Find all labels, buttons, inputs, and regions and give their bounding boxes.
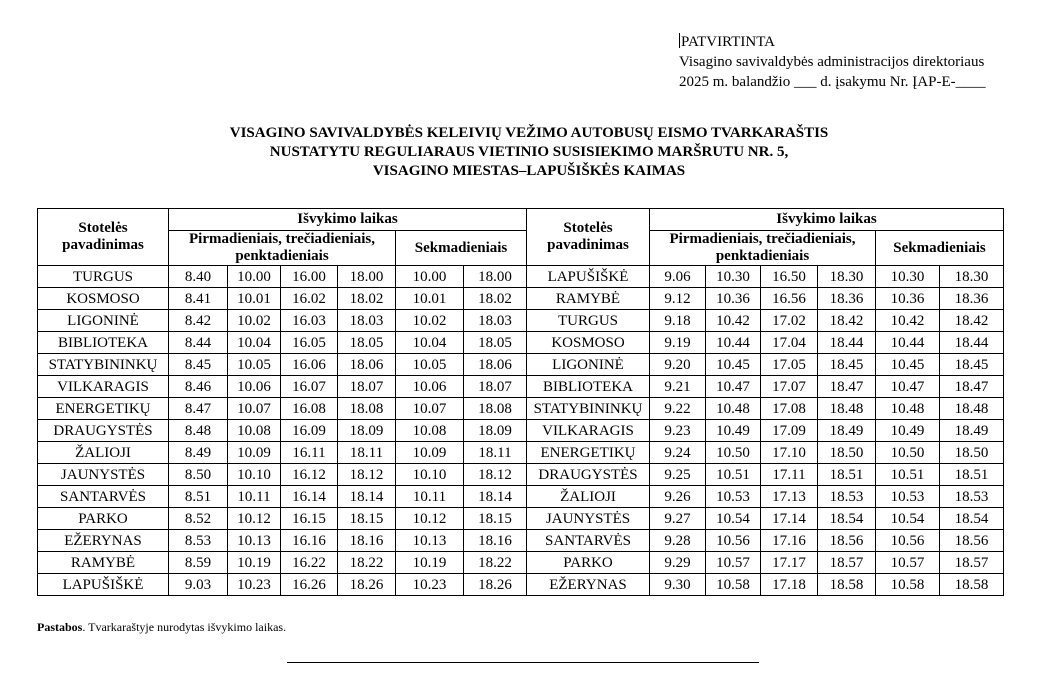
departure-time-cell-left: 10.06	[228, 376, 281, 398]
stop-name-cell-right: KOSMOSO	[527, 332, 650, 354]
departure-time-cell-right: 18.42	[818, 310, 876, 332]
departure-time-cell-left: 10.07	[228, 398, 281, 420]
schedule-table	[37, 208, 1004, 596]
footer-divider	[287, 662, 759, 663]
stop-name-cell-left: STATYBININKŲ	[38, 354, 169, 376]
departure-time-cell-right: 18.47	[940, 376, 1004, 398]
departure-time-cell-left: 16.15	[281, 508, 338, 530]
departure-time-cell-right: 18.44	[818, 332, 876, 354]
departure-time-cell-right: 16.50	[761, 266, 818, 288]
departure-time-cell-left: 18.15	[464, 508, 527, 530]
departure-time-cell-left: 18.12	[338, 464, 396, 486]
departure-time-cell-right: 18.36	[940, 288, 1004, 310]
stop-name-cell-right: LAPUŠIŠKĖ	[527, 266, 650, 288]
departure-time-cell-left: 18.14	[338, 486, 396, 508]
departure-time-cell-right: 18.47	[818, 376, 876, 398]
departure-time-cell-right: 18.56	[818, 530, 876, 552]
approval-line-2: Visagino savivaldybės administracijos direktoriaus	[679, 54, 985, 70]
stop-name-header-right: Stotelės pavadinimas	[527, 209, 650, 266]
departure-time-cell-right: 10.44	[706, 332, 761, 354]
departure-time-cell-right: 17.16	[761, 530, 818, 552]
departure-time-cell-left: 18.00	[464, 266, 527, 288]
departure-time-cell-right: 10.53	[706, 486, 761, 508]
departure-time-cell-left: 18.00	[338, 266, 396, 288]
departure-time-cell-right: 17.10	[761, 442, 818, 464]
departure-header-left: Išvykimo laikas	[169, 209, 527, 231]
departure-time-cell-left: 8.45	[169, 354, 228, 376]
table-row	[38, 332, 1004, 354]
departure-time-cell-left: 10.06	[396, 376, 464, 398]
departure-time-cell-left: 10.10	[396, 464, 464, 486]
stop-name-cell-right: SANTARVĖS	[527, 530, 650, 552]
title-line-1: VISAGINO SAVIVALDYBĖS KELEIVIŲ VEŽIMO AUTOBUSŲ EISMO TVARKARAŠTIS	[229, 125, 829, 141]
title-line-3: VISAGINO MIESTAS–LAPUŠIŠKĖS KAIMAS	[372, 163, 686, 179]
stop-name-cell-left: LAPUŠIŠKĖ	[38, 574, 169, 596]
stop-name-cell-left: KOSMOSO	[38, 288, 169, 310]
departure-time-cell-left: 18.11	[464, 442, 527, 464]
departure-time-cell-right: 18.45	[818, 354, 876, 376]
stop-name-cell-right: JAUNYSTĖS	[527, 508, 650, 530]
departure-time-cell-left: 10.08	[228, 420, 281, 442]
departure-time-cell-right: 10.47	[876, 376, 940, 398]
stop-name-cell-right: PARKO	[527, 552, 650, 574]
departure-time-cell-left: 18.03	[464, 310, 527, 332]
departure-time-cell-right: 17.04	[761, 332, 818, 354]
departure-time-cell-right: 9.23	[650, 420, 706, 442]
departure-time-cell-right: 18.30	[818, 266, 876, 288]
departure-time-cell-right: 17.14	[761, 508, 818, 530]
stop-name-cell-left: LIGONINĖ	[38, 310, 169, 332]
departure-time-cell-left: 8.49	[169, 442, 228, 464]
departure-time-cell-right: 18.48	[818, 398, 876, 420]
departure-time-cell-right: 10.50	[876, 442, 940, 464]
departure-time-cell-right: 10.45	[876, 354, 940, 376]
departure-time-cell-right: 9.30	[650, 574, 706, 596]
stop-name-cell-left: PARKO	[38, 508, 169, 530]
departure-time-cell-left: 10.05	[228, 354, 281, 376]
sundays-header-right: Sekmadieniais	[876, 231, 1004, 266]
departure-time-cell-left: 10.00	[396, 266, 464, 288]
table-row	[38, 376, 1004, 398]
departure-time-cell-left: 18.07	[338, 376, 396, 398]
table-row	[38, 354, 1004, 376]
departure-time-cell-right: 9.21	[650, 376, 706, 398]
departure-time-cell-right: 10.30	[876, 266, 940, 288]
stop-name-cell-left: JAUNYSTĖS	[38, 464, 169, 486]
departure-time-cell-left: 18.26	[464, 574, 527, 596]
departure-time-cell-left: 16.11	[281, 442, 338, 464]
departure-time-cell-right: 18.58	[818, 574, 876, 596]
departure-time-cell-left: 16.00	[281, 266, 338, 288]
departure-time-cell-left: 18.16	[464, 530, 527, 552]
departure-time-cell-left: 16.14	[281, 486, 338, 508]
departure-time-cell-right: 18.51	[940, 464, 1004, 486]
table-row	[38, 508, 1004, 530]
departure-time-cell-left: 10.10	[228, 464, 281, 486]
departure-time-cell-left: 18.09	[464, 420, 527, 442]
departure-time-cell-right: 18.30	[940, 266, 1004, 288]
departure-time-cell-right: 10.45	[706, 354, 761, 376]
departure-time-cell-right: 18.54	[818, 508, 876, 530]
approval-block	[679, 32, 986, 92]
departure-time-cell-right: 9.12	[650, 288, 706, 310]
departure-time-cell-right: 18.50	[818, 442, 876, 464]
departure-time-cell-left: 10.02	[228, 310, 281, 332]
note	[37, 620, 286, 634]
departure-time-cell-right: 10.42	[706, 310, 761, 332]
departure-time-cell-left: 8.50	[169, 464, 228, 486]
stop-name-cell-right: STATYBININKŲ	[527, 398, 650, 420]
stop-name-header-left: Stotelės pavadinimas	[38, 209, 169, 266]
departure-time-cell-right: 10.48	[706, 398, 761, 420]
departure-time-cell-left: 16.06	[281, 354, 338, 376]
departure-time-cell-left: 8.44	[169, 332, 228, 354]
stop-name-cell-right: TURGUS	[527, 310, 650, 332]
departure-time-cell-left: 18.22	[464, 552, 527, 574]
departure-time-cell-left: 10.11	[228, 486, 281, 508]
stop-name-cell-left: EŽERYNAS	[38, 530, 169, 552]
departure-time-cell-left: 18.03	[338, 310, 396, 332]
title-line-2: NUSTATYTU REGULIARAUS VIETINIO SUSISIEKIMO MARŠRUTU NR. 5,	[269, 144, 789, 160]
departure-time-cell-right: 17.07	[761, 376, 818, 398]
departure-time-cell-right: 18.49	[940, 420, 1004, 442]
departure-time-cell-right: 9.29	[650, 552, 706, 574]
departure-time-cell-left: 10.12	[396, 508, 464, 530]
departure-time-cell-right: 9.25	[650, 464, 706, 486]
stop-name-cell-right: RAMYBĖ	[527, 288, 650, 310]
departure-time-cell-left: 16.03	[281, 310, 338, 332]
departure-time-cell-right: 18.56	[940, 530, 1004, 552]
table-row	[38, 398, 1004, 420]
departure-time-cell-right: 9.18	[650, 310, 706, 332]
stop-name-cell-left: VILKARAGIS	[38, 376, 169, 398]
departure-time-cell-left: 18.22	[338, 552, 396, 574]
departure-time-cell-left: 10.23	[396, 574, 464, 596]
departure-time-cell-left: 10.19	[228, 552, 281, 574]
departure-time-cell-right: 17.13	[761, 486, 818, 508]
departure-time-cell-left: 16.26	[281, 574, 338, 596]
stop-name-cell-right: ENERGETIKŲ	[527, 442, 650, 464]
departure-time-cell-right: 10.57	[706, 552, 761, 574]
departure-time-cell-right: 10.51	[876, 464, 940, 486]
stop-name-cell-right: ŽALIOJI	[527, 486, 650, 508]
departure-time-cell-left: 10.04	[228, 332, 281, 354]
schedule-body	[38, 266, 1004, 596]
departure-time-cell-right: 9.28	[650, 530, 706, 552]
departure-time-cell-left: 18.05	[338, 332, 396, 354]
departure-time-cell-right: 9.22	[650, 398, 706, 420]
weekdays-header-left: Pirmadieniais, trečiadieniais, penktadieniais	[169, 231, 396, 266]
departure-time-cell-left: 8.41	[169, 288, 228, 310]
departure-time-cell-right: 17.08	[761, 398, 818, 420]
departure-time-cell-left: 18.08	[338, 398, 396, 420]
departure-time-cell-left: 8.40	[169, 266, 228, 288]
departure-time-cell-left: 18.06	[464, 354, 527, 376]
note-label: Pastabos	[37, 620, 83, 634]
departure-time-cell-left: 18.09	[338, 420, 396, 442]
stop-name-cell-left: TURGUS	[38, 266, 169, 288]
departure-time-cell-left: 10.01	[396, 288, 464, 310]
departure-time-cell-left: 18.06	[338, 354, 396, 376]
departure-time-cell-left: 18.02	[464, 288, 527, 310]
departure-time-cell-right: 18.48	[940, 398, 1004, 420]
departure-time-cell-left: 18.05	[464, 332, 527, 354]
departure-time-cell-left: 10.11	[396, 486, 464, 508]
departure-time-cell-right: 9.19	[650, 332, 706, 354]
departure-time-cell-left: 18.26	[338, 574, 396, 596]
departure-time-cell-right: 10.56	[706, 530, 761, 552]
departure-time-cell-left: 8.47	[169, 398, 228, 420]
departure-time-cell-right: 17.11	[761, 464, 818, 486]
departure-time-cell-right: 18.36	[818, 288, 876, 310]
departure-time-cell-left: 18.12	[464, 464, 527, 486]
sundays-header-left: Sekmadieniais	[396, 231, 527, 266]
departure-time-cell-right: 10.30	[706, 266, 761, 288]
departure-time-cell-right: 10.56	[876, 530, 940, 552]
table-row	[38, 530, 1004, 552]
departure-time-cell-left: 8.46	[169, 376, 228, 398]
departure-time-cell-right: 10.50	[706, 442, 761, 464]
departure-time-cell-right: 18.44	[940, 332, 1004, 354]
document-title	[0, 124, 1058, 181]
departure-time-cell-right: 18.45	[940, 354, 1004, 376]
departure-time-cell-left: 10.13	[228, 530, 281, 552]
table-row	[38, 420, 1004, 442]
departure-time-cell-left: 8.48	[169, 420, 228, 442]
departure-time-cell-right: 17.09	[761, 420, 818, 442]
departure-time-cell-right: 10.54	[876, 508, 940, 530]
departure-time-cell-right: 10.57	[876, 552, 940, 574]
table-row	[38, 310, 1004, 332]
departure-time-cell-right: 10.36	[876, 288, 940, 310]
stop-name-cell-right: VILKARAGIS	[527, 420, 650, 442]
departure-time-cell-left: 16.16	[281, 530, 338, 552]
departure-time-cell-left: 18.11	[338, 442, 396, 464]
departure-time-cell-left: 10.09	[396, 442, 464, 464]
departure-time-cell-left: 10.12	[228, 508, 281, 530]
departure-time-cell-right: 18.53	[940, 486, 1004, 508]
departure-time-cell-right: 16.56	[761, 288, 818, 310]
departure-time-cell-right: 18.57	[940, 552, 1004, 574]
departure-time-cell-right: 10.42	[876, 310, 940, 332]
departure-time-cell-left: 10.02	[396, 310, 464, 332]
departure-time-cell-left: 10.09	[228, 442, 281, 464]
departure-time-cell-right: 18.54	[940, 508, 1004, 530]
departure-time-cell-right: 10.58	[706, 574, 761, 596]
stop-name-cell-left: DRAUGYSTĖS	[38, 420, 169, 442]
note-text: . Tvarkaraštyje nurodytas išvykimo laikas.	[82, 620, 287, 634]
departure-time-cell-right: 17.17	[761, 552, 818, 574]
stop-name-cell-left: SANTARVĖS	[38, 486, 169, 508]
departure-time-cell-left: 10.07	[396, 398, 464, 420]
departure-time-cell-right: 9.06	[650, 266, 706, 288]
table-row	[38, 464, 1004, 486]
approval-line-1	[679, 32, 986, 52]
departure-time-cell-right: 9.20	[650, 354, 706, 376]
departure-time-cell-left: 8.52	[169, 508, 228, 530]
departure-time-cell-left: 10.05	[396, 354, 464, 376]
departure-time-cell-left: 18.02	[338, 288, 396, 310]
approval-line-3: 2025 m. balandžio ___ d. įsakymu Nr. ĮAP-E-____	[679, 74, 986, 90]
departure-header-right: Išvykimo laikas	[650, 209, 1004, 231]
departure-time-cell-left: 16.05	[281, 332, 338, 354]
stop-name-cell-right: LIGONINĖ	[527, 354, 650, 376]
departure-time-cell-left: 18.07	[464, 376, 527, 398]
table-row	[38, 442, 1004, 464]
departure-time-cell-right: 10.54	[706, 508, 761, 530]
departure-time-cell-left: 16.12	[281, 464, 338, 486]
approval-title: PATVIRTINTA	[681, 34, 776, 50]
table-row	[38, 266, 1004, 288]
departure-time-cell-right: 9.24	[650, 442, 706, 464]
departure-time-cell-right: 18.49	[818, 420, 876, 442]
departure-time-cell-left: 10.00	[228, 266, 281, 288]
departure-time-cell-left: 10.04	[396, 332, 464, 354]
table-row	[38, 574, 1004, 596]
departure-time-cell-right: 17.02	[761, 310, 818, 332]
departure-time-cell-left: 16.02	[281, 288, 338, 310]
departure-time-cell-left: 10.13	[396, 530, 464, 552]
departure-time-cell-left: 16.09	[281, 420, 338, 442]
departure-time-cell-right: 10.53	[876, 486, 940, 508]
departure-time-cell-right: 9.26	[650, 486, 706, 508]
departure-time-cell-right: 18.50	[940, 442, 1004, 464]
departure-time-cell-right: 18.53	[818, 486, 876, 508]
stop-name-cell-right: DRAUGYSTĖS	[527, 464, 650, 486]
departure-time-cell-right: 10.36	[706, 288, 761, 310]
departure-time-cell-right: 10.47	[706, 376, 761, 398]
weekdays-header-right: Pirmadieniais, trečiadieniais, penktadieniais	[650, 231, 876, 266]
stop-name-cell-right: EŽERYNAS	[527, 574, 650, 596]
departure-time-cell-right: 18.51	[818, 464, 876, 486]
departure-time-cell-left: 8.51	[169, 486, 228, 508]
text-cursor	[679, 33, 680, 48]
stop-name-cell-left: BIBLIOTEKA	[38, 332, 169, 354]
table-row	[38, 288, 1004, 310]
departure-time-cell-left: 16.08	[281, 398, 338, 420]
stop-name-cell-left: ENERGETIKŲ	[38, 398, 169, 420]
departure-time-cell-right: 10.49	[876, 420, 940, 442]
departure-time-cell-left: 18.15	[338, 508, 396, 530]
departure-time-cell-right: 10.48	[876, 398, 940, 420]
departure-time-cell-right: 10.49	[706, 420, 761, 442]
departure-time-cell-right: 17.05	[761, 354, 818, 376]
departure-time-cell-left: 16.07	[281, 376, 338, 398]
table-row	[38, 486, 1004, 508]
departure-time-cell-left: 10.01	[228, 288, 281, 310]
departure-time-cell-left: 18.08	[464, 398, 527, 420]
departure-time-cell-left: 10.23	[228, 574, 281, 596]
departure-time-cell-left: 9.03	[169, 574, 228, 596]
departure-time-cell-left: 10.19	[396, 552, 464, 574]
stop-name-cell-left: RAMYBĖ	[38, 552, 169, 574]
departure-time-cell-left: 18.14	[464, 486, 527, 508]
departure-time-cell-right: 10.44	[876, 332, 940, 354]
departure-time-cell-left: 10.08	[396, 420, 464, 442]
departure-time-cell-left: 8.59	[169, 552, 228, 574]
departure-time-cell-left: 16.22	[281, 552, 338, 574]
departure-time-cell-left: 8.53	[169, 530, 228, 552]
departure-time-cell-right: 9.27	[650, 508, 706, 530]
table-row	[38, 552, 1004, 574]
departure-time-cell-right: 18.57	[818, 552, 876, 574]
departure-time-cell-right: 10.58	[876, 574, 940, 596]
departure-time-cell-right: 18.58	[940, 574, 1004, 596]
departure-time-cell-left: 8.42	[169, 310, 228, 332]
departure-time-cell-left: 18.16	[338, 530, 396, 552]
departure-time-cell-right: 10.51	[706, 464, 761, 486]
stop-name-cell-left: ŽALIOJI	[38, 442, 169, 464]
departure-time-cell-right: 18.42	[940, 310, 1004, 332]
stop-name-cell-right: BIBLIOTEKA	[527, 376, 650, 398]
departure-time-cell-right: 17.18	[761, 574, 818, 596]
